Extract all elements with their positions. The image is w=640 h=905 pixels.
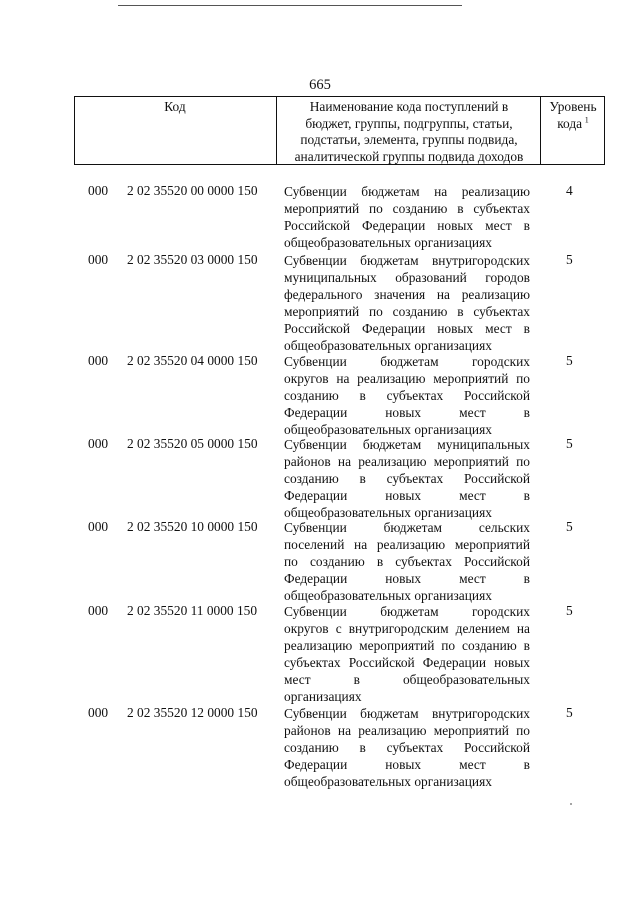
row-name-line: районов на реализацию мероприятий по bbox=[284, 723, 530, 738]
row-code: 2 02 35520 12 0000 150 bbox=[127, 705, 258, 720]
header-name-line: аналитической группы подвида доходов bbox=[294, 148, 524, 164]
row-name-line: организациях bbox=[284, 689, 362, 704]
row-name-line: поселений на реализацию мероприятий bbox=[284, 537, 530, 552]
header-level-footnote: 1 bbox=[584, 115, 589, 125]
row-code: 2 02 35520 04 0000 150 bbox=[127, 353, 258, 368]
row-name-line: Федерации новых мест в bbox=[284, 571, 530, 586]
row-name-line: федерального значения на реализацию bbox=[284, 287, 530, 302]
row-name-line: Субвенции бюджетам сельских bbox=[284, 520, 530, 535]
row-level: 5 bbox=[566, 353, 573, 368]
row-name bbox=[284, 519, 530, 604]
row-name-line: созданию в субъектах Российской bbox=[284, 471, 530, 486]
row-name-line: Субвенции бюджетам городских bbox=[284, 604, 530, 619]
row-name-line: общеобразовательных организациях bbox=[284, 588, 492, 603]
row-name bbox=[284, 705, 530, 790]
row-name-line: Субвенции бюджетам на реализацию bbox=[284, 184, 530, 199]
row-level: 5 bbox=[566, 603, 573, 618]
row-name-line: мероприятий по созданию в субъектах bbox=[284, 201, 530, 216]
row-code: 2 02 35520 11 0000 150 bbox=[127, 603, 258, 618]
row-name-line: Субвенции бюджетам внутригородских bbox=[284, 253, 530, 268]
row-code: 2 02 35520 05 0000 150 bbox=[127, 436, 258, 451]
row-name-line: Федерации новых мест в bbox=[284, 757, 530, 772]
row-name bbox=[284, 603, 530, 705]
row-prefix: 000 bbox=[88, 705, 109, 720]
header-level-line2 bbox=[541, 116, 605, 133]
row-name bbox=[284, 183, 530, 251]
row-name-line: мест в общеобразовательных bbox=[284, 672, 530, 687]
row-prefix: 000 bbox=[88, 252, 109, 267]
page-number: 665 bbox=[309, 77, 331, 93]
row-name-line: по созданию в субъектах Российской bbox=[284, 554, 530, 569]
row-name-line: Федерации новых мест в bbox=[284, 488, 530, 503]
row-name-line: Федерации новых мест в bbox=[284, 405, 530, 420]
row-name-line: районов на реализацию мероприятий по bbox=[284, 454, 530, 469]
row-level: 5 bbox=[566, 705, 573, 720]
table-header bbox=[74, 96, 605, 165]
row-name-line: общеобразовательных организациях bbox=[284, 505, 492, 520]
row-prefix: 000 bbox=[88, 603, 109, 618]
row-name-line: общеобразовательных организациях bbox=[284, 422, 492, 437]
row-name-line: Субвенции бюджетам муниципальных bbox=[284, 437, 530, 452]
header-name-line: подстатьи, элемента, группы подвида, bbox=[300, 132, 518, 148]
row-name-line: общеобразовательных организациях bbox=[284, 774, 492, 789]
row-level: 5 bbox=[566, 436, 573, 451]
row-level: 4 bbox=[566, 183, 573, 198]
row-name bbox=[284, 353, 530, 438]
header-level-text: кода bbox=[557, 115, 583, 131]
header-code: Код bbox=[164, 99, 186, 114]
row-name-line: общеобразовательных организациях bbox=[284, 235, 492, 250]
row-name-line: Российской Федерации новых мест в bbox=[284, 321, 530, 336]
top-rule bbox=[118, 5, 462, 6]
row-name-line: Субвенции бюджетам внутригородских bbox=[284, 706, 530, 721]
row-code: 2 02 35520 10 0000 150 bbox=[127, 519, 258, 534]
row-prefix: 000 bbox=[88, 353, 109, 368]
header-name-line: Наименование кода поступлений в bbox=[309, 99, 509, 114]
row-name-line: мероприятий по созданию в субъектах bbox=[284, 304, 530, 319]
row-name bbox=[284, 252, 530, 354]
row-code: 2 02 35520 00 0000 150 bbox=[127, 183, 258, 198]
scan-speck bbox=[570, 803, 572, 805]
row-name-line: созданию в субъектах Российской bbox=[284, 388, 530, 403]
row-level: 5 bbox=[566, 519, 573, 534]
row-name-line: округов на реализацию мероприятий по bbox=[284, 371, 530, 386]
header-level-line1: Уровень bbox=[549, 99, 597, 114]
row-prefix: 000 bbox=[88, 519, 109, 534]
row-name-line: созданию в субъектах Российской bbox=[284, 740, 530, 755]
row-prefix: 000 bbox=[88, 436, 109, 451]
row-name-line: Субвенции бюджетам городских bbox=[284, 354, 530, 369]
header-name-line: бюджет, группы, подгруппы, статьи, bbox=[305, 115, 513, 131]
row-name bbox=[284, 436, 530, 521]
row-code: 2 02 35520 03 0000 150 bbox=[127, 252, 258, 267]
row-name-line: субъектах Российской Федерации новых bbox=[284, 655, 530, 670]
header-level bbox=[541, 99, 605, 132]
row-level: 5 bbox=[566, 252, 573, 267]
row-name-line: общеобразовательных организациях bbox=[284, 338, 492, 353]
row-name-line: реализацию мероприятий по созданию в bbox=[284, 638, 530, 653]
header-name bbox=[277, 99, 541, 165]
row-name-line: округов с внутригородским делением на bbox=[284, 621, 530, 636]
row-prefix: 000 bbox=[88, 183, 109, 198]
row-name-line: муниципальных образований городов bbox=[284, 270, 530, 285]
row-name-line: Российской Федерации новых мест в bbox=[284, 218, 530, 233]
